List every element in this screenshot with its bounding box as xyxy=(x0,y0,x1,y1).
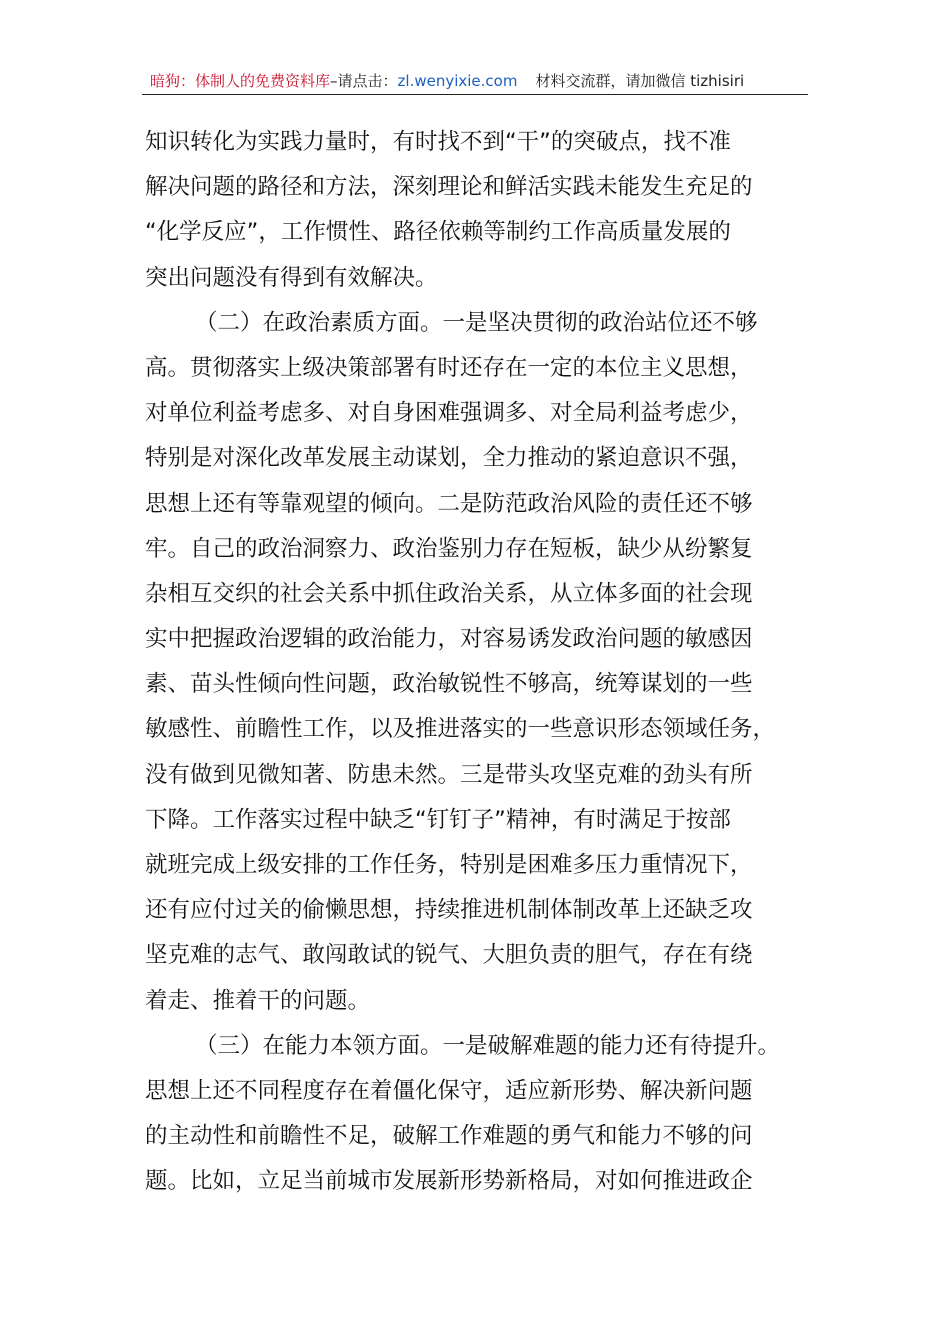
text-line: 知识转化为实践力量时，有时找不到“干”的突破点，找不准 xyxy=(145,129,731,155)
text-line: 牢。自己的政治洞察力、政治鉴别力存在短板，缺少从纷繁复 xyxy=(145,535,753,562)
text-line: 高。贯彻落实上级决策部署有时还存在一定的本位主义思想， xyxy=(145,354,753,381)
section-heading-line: （三）在能力本领方面。一是破解难题的能力还有待提升。 xyxy=(195,1032,781,1059)
header-site-name: 暗狗：体制人的免费资料库 xyxy=(150,72,331,90)
text-line: 突出问题没有得到有效解决。 xyxy=(145,264,438,291)
text-line: 思想上还有等靠观望的倾向。二是防范政治风险的责任还不够 xyxy=(145,490,753,517)
document-body xyxy=(145,120,815,1205)
text-line: 就班完成上级安排的工作任务，特别是困难多压力重情况下， xyxy=(145,852,753,878)
text-line: 实中把握政治逻辑的政治能力，对容易诱发政治问题的敏感因 xyxy=(145,626,753,653)
header-click-prompt: –请点击： xyxy=(330,72,398,90)
text-line: 题。比如，立足当前城市发展新形势新格局，对如何推进政企 xyxy=(145,1168,753,1195)
text-line: 还有应付过关的偷懒思想，持续推进机制体制改革上还缺乏攻 xyxy=(145,897,753,924)
page-header xyxy=(150,68,810,94)
text-line: 着走、推着干的问题。 xyxy=(145,987,371,1014)
section-heading-line: （二）在政治素质方面。一是坚决贯彻的政治站位还不够 xyxy=(195,309,758,336)
header-contact-text: 材料交流群，请加微信 tizhisiri xyxy=(535,72,745,90)
header-divider xyxy=(142,94,808,95)
text-line: 特别是对深化改革发展主动谋划，全力推动的紧迫意识不强， xyxy=(145,445,753,472)
text-line: 敏感性、前瞻性工作，以及推进落实的一些意识形态领域任务， xyxy=(145,716,776,743)
text-line: 思想上还不同程度存在着僵化保守，适应新形势、解决新问题 xyxy=(145,1077,753,1104)
text-line: 解决问题的路径和方法，深刻理论和鲜活实践未能发生充足的 xyxy=(145,174,753,201)
text-line: 素、苗头性倾向性问题，政治敏锐性不够高，统筹谋划的一些 xyxy=(145,671,753,698)
header-url-link[interactable]: zl.wenyixie.com xyxy=(397,72,518,90)
text-line: 没有做到见微知著、防患未然。三是带头攻坚克难的劲头有所 xyxy=(145,761,753,788)
text-line: 下降。工作落实过程中缺乏“钉钉子”精神，有时满足于按部 xyxy=(145,806,731,833)
text-line: 杂相互交织的社会关系中抓住政治关系，从立体多面的社会现 xyxy=(145,580,753,607)
text-line: 的主动性和前瞻性不足，破解工作难题的勇气和能力不够的问 xyxy=(145,1123,753,1150)
text-line: “化学反应”，工作惯性、路径依赖等制约工作高质量发展的 xyxy=(145,219,731,246)
text-line: 坚克难的志气、敢闯敢试的锐气、大胆负责的胆气，存在有绕 xyxy=(145,942,753,969)
text-line: 对单位利益考虑多、对自身困难强调多、对全局利益考虑少， xyxy=(145,400,753,427)
